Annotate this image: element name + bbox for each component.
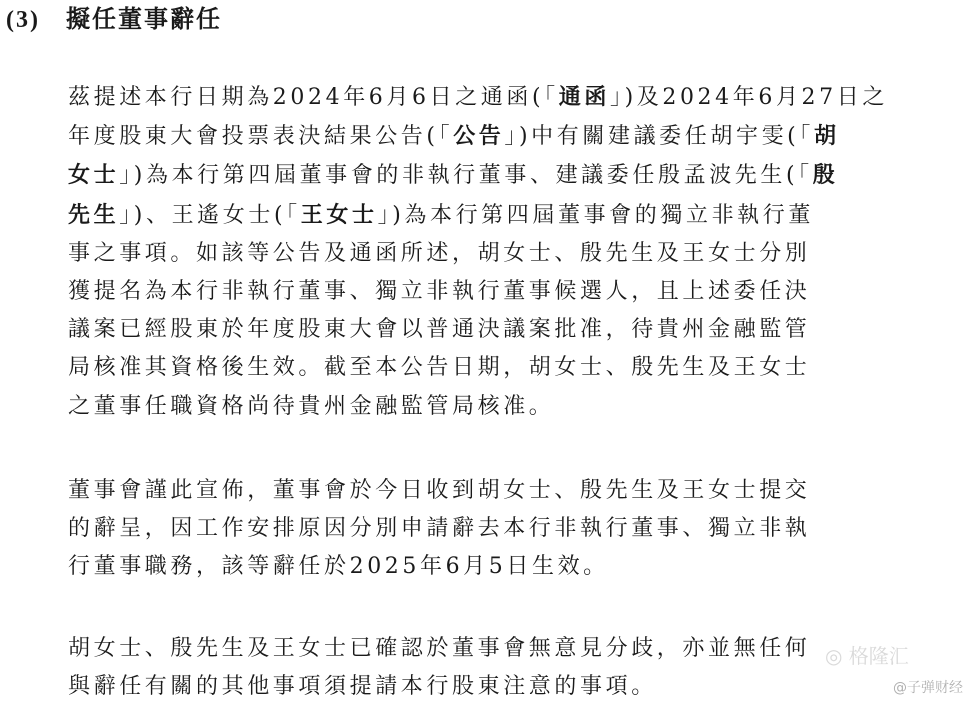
- text-run: 之董事任職資格尚待貴州金融監管局核准。: [68, 393, 555, 419]
- text-run: 茲提述本行日期為2024年6月6日之通函(「: [68, 85, 559, 110]
- text-run: 」)及2024年6月27日之: [609, 85, 888, 110]
- text-line: [68, 388, 974, 426]
- section-number: (3): [6, 7, 40, 33]
- text-run: 胡女士、殷先生及王女士已確認於董事會無意見分歧，亦並無任何: [68, 636, 811, 661]
- text-run: 」)、王遙女士(「: [119, 202, 301, 228]
- text-run: 事之事項。如該等公告及通函所述，胡女士、殷先生及王女士分別: [68, 240, 811, 266]
- paragraph-nomination-reference: [68, 78, 974, 426]
- text-line: [68, 273, 974, 311]
- text-run: 」)中有關建議委任胡宇雯(「: [504, 124, 814, 150]
- bold-term: 胡: [813, 123, 840, 150]
- text-run: 董事會謹此宣佈，董事會於今日收到胡女士、殷先生及王女士提交: [68, 478, 811, 503]
- text-line: [68, 78, 974, 117]
- text-line: [68, 349, 974, 387]
- text-line: [68, 311, 974, 349]
- bold-term: 先生: [68, 201, 120, 228]
- text-run: 」)為本行第四屆董事會的獨立非執行董: [377, 202, 814, 228]
- text-run: 的辭呈，因工作安排原因分別申請辭去本行非執行董事、獨立非執: [68, 516, 811, 542]
- text-line: [68, 235, 974, 273]
- text-line: [68, 196, 974, 235]
- watermark-overlay: ◎ 格隆汇: [825, 644, 909, 668]
- text-line: [68, 156, 974, 195]
- text-run: 獲提名為本行非執行董事、獨立非執行董事候選人，且上述委任決: [68, 279, 811, 305]
- text-line: [68, 117, 974, 156]
- bold-term: 王女士: [300, 201, 378, 228]
- text-run: 行董事職務，該等辭任於2025年6月5日生效。: [68, 554, 609, 580]
- text-line: [68, 510, 974, 548]
- bold-term: 通函: [558, 84, 610, 110]
- text-run: 議案已經股東於年度股東大會以普通決議案批准，待貴州金融監管: [68, 317, 811, 343]
- watermark-credit: @子弹财经: [893, 680, 963, 696]
- bold-term: 女士: [68, 162, 120, 189]
- section-title: 擬任董事辭任: [66, 4, 222, 33]
- text-run: 」)為本行第四屆董事會的非執行董事、建議委任殷孟波先生(「: [119, 163, 813, 189]
- text-line: [68, 668, 974, 706]
- text-run: 年度股東大會投票表決結果公告(「: [68, 124, 454, 150]
- paragraph-resignation-announcement: [68, 472, 974, 587]
- bold-term: 殷: [812, 162, 839, 189]
- text-run: 局核准其資格後生效。截至本公告日期，胡女士、殷先生及王女士: [68, 355, 811, 381]
- bold-term: 公告: [453, 123, 505, 150]
- section-heading: [6, 4, 222, 35]
- text-line: [68, 472, 974, 510]
- text-line: [68, 548, 974, 586]
- text-run: 與辭任有關的其他事項須提請本行股東注意的事項。: [68, 674, 657, 700]
